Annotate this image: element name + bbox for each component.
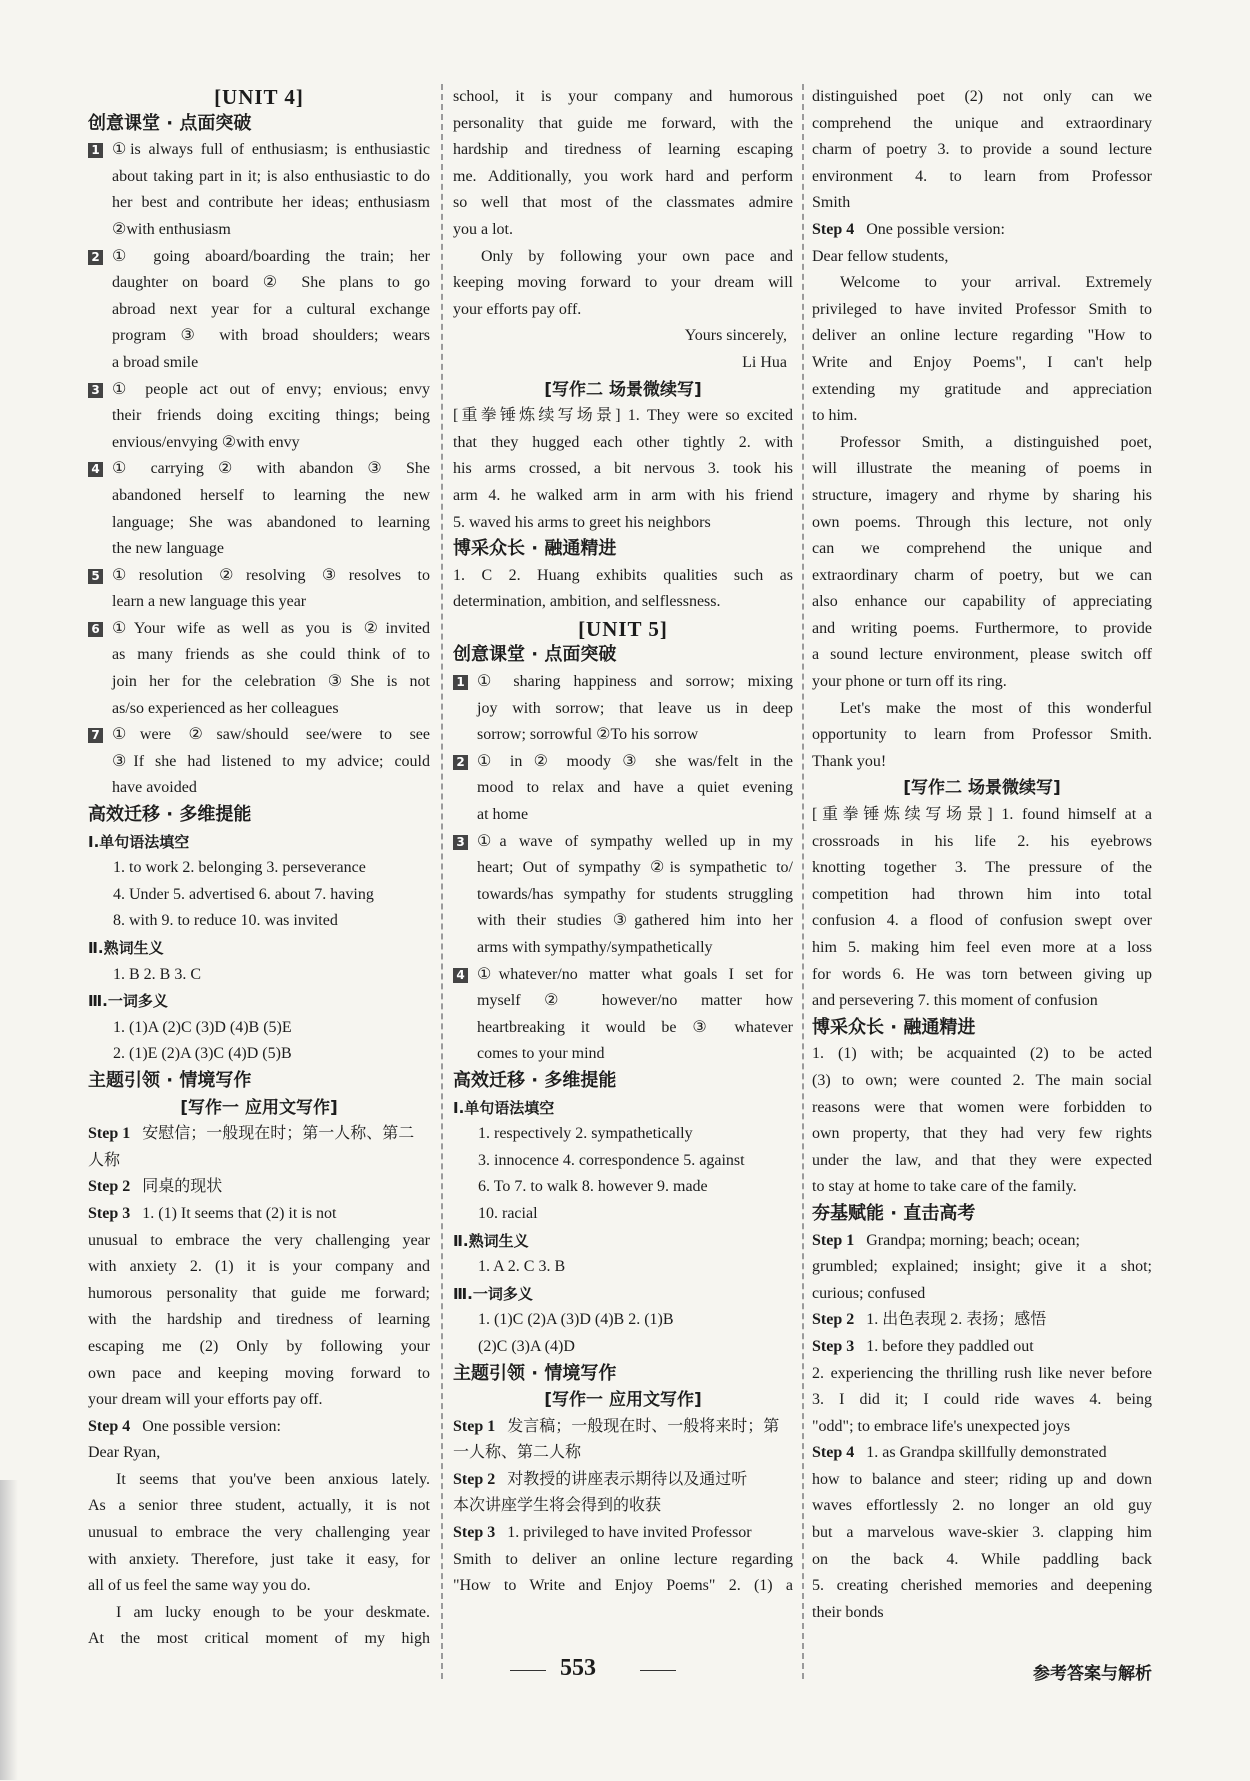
- answer-line: 6. To 7. to walk 8. however 9. made: [478, 1178, 708, 1196]
- writing-task-heading: [写作二 场景微续写]: [544, 379, 702, 400]
- answer-line: as many friends as she could think of to: [112, 646, 430, 664]
- answer-line: comes to your mind: [477, 1045, 605, 1063]
- paragraph-last-line: 人称: [88, 1151, 121, 1169]
- numbered-answer: [453, 962, 793, 1068]
- paragraph-last-line: Dear Ryan,: [88, 1444, 161, 1462]
- step-label: Step 3: [453, 1524, 496, 1542]
- item-number-badge: 5: [88, 569, 103, 584]
- paragraph-first-line: Welcome to your arrival. Extremely: [840, 274, 1152, 292]
- text-line: escaping me (2) Only by following your: [88, 1337, 430, 1355]
- paragraph-first-line: Professor Smith, a distinguished poet,: [840, 433, 1152, 451]
- paragraph-last-line: curious; confused: [812, 1284, 926, 1302]
- text-line: privileged to have invited Professor Smith to: [812, 300, 1152, 318]
- item-number-badge: 2: [88, 250, 103, 265]
- step-text: 对教授的讲座表示期待以及通过听: [507, 1470, 748, 1488]
- step-line: [812, 1228, 1152, 1255]
- step-line: [453, 1520, 793, 1547]
- paragraph-last-line: Smith: [812, 194, 851, 212]
- paragraph-last-line: you a lot.: [453, 220, 513, 238]
- section-heading: 高效迁移 · 多维提能: [88, 804, 252, 826]
- section-heading: 高效迁移 · 多维提能: [453, 1069, 617, 1091]
- column-divider: [802, 84, 804, 1679]
- text-line: for words 6. He was torn between giving up: [812, 965, 1152, 983]
- writing-task-heading: [写作一 应用文写作]: [544, 1390, 702, 1411]
- paragraph-first-line: Only by following your own pace and: [481, 247, 793, 265]
- text-line: with anxiety 2. (1) it is your company and: [88, 1258, 430, 1276]
- answer-line: towards/has sympathy for students struggling: [477, 885, 793, 903]
- text-line: "How to Write and Enjoy Poems" 2. (1) a: [453, 1577, 793, 1595]
- step-text: Grandpa; morning; beach; ocean;: [866, 1231, 1080, 1249]
- text-line: keeping moving forward to your dream will: [453, 274, 793, 292]
- subsection-heading: Ⅲ.一词多义: [88, 992, 168, 1011]
- text-line: that they hugged each other tightly 2. with: [453, 433, 793, 451]
- text-line: extraordinary charm of poetry, but we can: [812, 566, 1152, 584]
- paragraph-last-line: Dear fellow students,: [812, 247, 949, 265]
- signature-line: Yours sincerely,: [684, 327, 787, 345]
- text-line: Smith to deliver an online lecture regarding: [453, 1550, 793, 1568]
- text-line: 1. C 2. Huang exhibits qualities such as: [453, 566, 793, 584]
- answer-line: ① going aboard/boarding the train; her: [112, 247, 430, 265]
- step-label: Step 1: [812, 1231, 855, 1249]
- answer-line: ①were ②saw/should see/were to see: [112, 726, 430, 744]
- subsection-heading: Ⅰ.单句语法填空: [453, 1098, 555, 1117]
- step-label: Step 1: [453, 1417, 496, 1435]
- text-line: but a marvelous wave-skier 3. clapping him: [812, 1524, 1152, 1542]
- numbered-answer: [453, 829, 793, 962]
- step-line: [812, 217, 1152, 244]
- text-line: a sound lecture environment, please switch off: [812, 646, 1152, 664]
- paragraph-last-line: your efforts pay off.: [453, 300, 582, 318]
- step-line: [812, 1307, 1152, 1334]
- text-line: on the back 4. While paddling back: [812, 1550, 1152, 1568]
- text-line: knotting together 3. The pressure of the: [812, 859, 1152, 877]
- answer-line: 1. (1)C (2)A (3)D (4)B 2. (1)B: [478, 1311, 674, 1329]
- answer-line: 3. innocence 4. correspondence 5. against: [478, 1151, 745, 1169]
- text-line: Write and Enjoy Poems", I can't help: [812, 353, 1152, 371]
- step-label: Step 4: [812, 1444, 855, 1462]
- text-line: personality that guide me forward, with the: [453, 114, 793, 132]
- answer-line: (2)C (3)A (4)D: [478, 1337, 575, 1355]
- section-heading: 主题引领 · 情境写作: [88, 1069, 252, 1091]
- text-line: extending my gratitude and appreciation: [812, 380, 1152, 398]
- signature-line: Li Hua: [742, 353, 787, 371]
- paragraph-last-line: your dream will your efforts pay off.: [88, 1391, 323, 1409]
- item-number-badge: 4: [453, 968, 468, 983]
- item-number-badge: 7: [88, 728, 103, 743]
- step-line: [88, 1121, 430, 1148]
- paragraph-last-line: and persevering 7. this moment of confusion: [812, 992, 1098, 1010]
- text-line: with the hardship and tiredness of learning: [88, 1311, 430, 1329]
- text-line: 3. I did it; I could ride waves 4. being: [812, 1391, 1152, 1409]
- section-heading: 创意课堂 · 点面突破: [88, 112, 252, 134]
- answer-line: ②with enthusiasm: [112, 220, 231, 238]
- text-line: how to balance and steer; riding up and down: [812, 1470, 1152, 1488]
- answer-line: learn a new language this year: [112, 593, 307, 611]
- footer-title: 参考答案与解析: [1033, 1664, 1152, 1684]
- step-label: Step 1: [88, 1125, 131, 1143]
- step-line: [812, 1440, 1152, 1467]
- answer-line: daughter on board ② She plans to go: [112, 274, 430, 292]
- text-line: his arms crossed, a bit nervous 3. took his: [453, 460, 793, 478]
- answer-line: arms with sympathy/sympathetically: [477, 939, 713, 956]
- answer-line: ① sharing happiness and sorrow; mixing: [477, 673, 793, 691]
- text-line: structure, imagery and rhyme by sharing his: [812, 486, 1152, 504]
- text-line: confusion 4. a flood of confusion swept over: [812, 912, 1152, 930]
- paragraph-last-line: Thank you!: [812, 752, 887, 770]
- answer-line: language; She was abandoned to learning: [112, 513, 430, 531]
- item-number-badge: 1: [88, 143, 103, 158]
- numbered-answer: [88, 377, 430, 457]
- step-line: [812, 1334, 1152, 1361]
- step-text: 同桌的现状: [142, 1178, 223, 1196]
- answer-line: ①Your wife as well as you is ②invited: [112, 619, 430, 637]
- answer-line: ①a wave of sympathy welled up in my: [477, 832, 793, 850]
- numbered-answer: [88, 722, 430, 802]
- footer-dash: [510, 1670, 546, 1671]
- text-line: 5. creating cherished memories and deepening: [812, 1577, 1152, 1595]
- paragraph-last-line: 本次讲座学生将会得到的收获: [453, 1497, 662, 1515]
- text-line: can we comprehend the unique and: [812, 540, 1152, 558]
- answer-line: ①whatever/no matter what goals I set for: [477, 965, 793, 983]
- text-line: (3) to own; were counted 2. The main social: [812, 1071, 1152, 1089]
- answer-line: ③If she had listened to my advice; could: [112, 752, 430, 770]
- answer-line: 2. (1)E (2)A (3)C (4)D (5)B: [113, 1045, 292, 1063]
- column-left: [88, 84, 430, 1653]
- text-line: me. Additionally, you work hard and perform: [453, 167, 793, 185]
- paragraph-first-line: Let's make the most of this wonderful: [840, 699, 1152, 717]
- answer-line: ① carrying ② with abandon ③ She: [112, 460, 430, 478]
- text-line: also enhance our capability of appreciating: [812, 593, 1152, 611]
- numbered-answer: [88, 244, 430, 377]
- answer-line: 1. respectively 2. sympathetically: [478, 1125, 693, 1143]
- answer-line: heartbreaking it would be ③ whatever: [477, 1018, 793, 1036]
- answer-line: 10. racial: [478, 1204, 538, 1222]
- section-heading: 博采众长 · 融通精进: [812, 1016, 976, 1038]
- text-line: crossroads in his life 2. his eyebrows: [812, 832, 1152, 850]
- answer-line: 1. to work 2. belonging 3. perseverance: [113, 859, 366, 877]
- step-line: [88, 1414, 430, 1441]
- answer-line: the new language: [112, 540, 224, 558]
- answer-line: joy with sorrow; that leave us in deep: [477, 699, 793, 717]
- answer-line: program ③ with broad shoulders; wears: [112, 327, 430, 345]
- page-edge-shadow: [0, 1480, 18, 1780]
- step-label: Step 4: [88, 1417, 131, 1435]
- page-number: 553: [560, 1655, 596, 1681]
- paragraph-last-line: to stay at home to take care of the family.: [812, 1178, 1077, 1196]
- answer-line: heart; Out of sympathy ②is sympathetic to/: [477, 859, 793, 877]
- section-heading: 创意课堂 · 点面突破: [453, 644, 617, 666]
- numbered-answer: [88, 616, 430, 722]
- step-line: [88, 1174, 430, 1201]
- text-line: school, it is your company and humorous: [453, 88, 793, 105]
- column-right: [812, 84, 1152, 1626]
- text-line: hardship and tiredness of learning escaping: [453, 141, 793, 159]
- step-line: [453, 1467, 793, 1494]
- text-line: grumbled; explained; insight; give it a shot;: [812, 1258, 1152, 1276]
- section-heading: 夯基赋能 · 直击高考: [812, 1202, 976, 1224]
- answer-line: join her for the celebration ③She is not: [112, 673, 430, 691]
- section-heading: 主题引领 · 情境写作: [453, 1362, 617, 1384]
- text-line: reasons were that women were forbidden to: [812, 1098, 1152, 1116]
- answer-line: 1. (1)A (2)C (3)D (4)B (5)E: [113, 1018, 292, 1036]
- paragraph-last-line: their bonds: [812, 1603, 884, 1621]
- text-line: so well that most of the classmates admire: [453, 194, 793, 212]
- text-line: As a senior three student, actually, it is not: [88, 1497, 430, 1515]
- paragraph-last-line: all of us feel the same way you do.: [88, 1577, 311, 1595]
- subsection-heading: Ⅲ.一词多义: [453, 1284, 533, 1303]
- answer-line: 4. Under 5. advertised 6. about 7. having: [113, 885, 374, 903]
- writing-task-heading: [写作一 应用文写作]: [180, 1097, 338, 1118]
- answer-line: 1. A 2. C 3. B: [478, 1258, 566, 1276]
- item-number-badge: 3: [88, 383, 103, 398]
- step-text: 发言稿；一般现在时、一般将来时；第: [507, 1417, 780, 1435]
- text-line: under the law, and that they were expected: [812, 1151, 1152, 1169]
- text-line: environment 4. to learn from Professor: [812, 167, 1152, 185]
- text-line: opportunity to learn from Professor Smith.: [812, 726, 1152, 744]
- text-line: competition had thrown him into total: [812, 885, 1152, 903]
- paragraph-last-line: "odd"; to embrace life's unexpected joys: [812, 1417, 1071, 1435]
- step-text: 1. 出色表现 2. 表扬；感悟: [866, 1311, 1047, 1329]
- text-line: 2. experiencing the thrilling rush like never before: [812, 1364, 1152, 1382]
- item-number-badge: 1: [453, 675, 468, 690]
- text-line: waves effortlessly 2. no longer an old guy: [812, 1497, 1152, 1515]
- answer-line: their friends doing exciting things; being: [112, 407, 430, 425]
- step-label: Step 4: [812, 220, 855, 238]
- subsection-heading: Ⅱ.熟词生义: [453, 1231, 529, 1250]
- item-number-badge: 3: [453, 835, 468, 850]
- numbered-answer: [88, 563, 430, 616]
- footer-dash: [640, 1670, 676, 1671]
- paragraph-last-line: to him.: [812, 407, 858, 425]
- step-line: [453, 1414, 793, 1441]
- paragraph-last-line: 5. waved his arms to greet his neighbors: [453, 513, 711, 531]
- step-label: Step 3: [88, 1204, 131, 1222]
- step-text: 1. as Grandpa skillfully demonstrated: [866, 1444, 1107, 1462]
- step-text: 1. before they paddled out: [866, 1337, 1034, 1355]
- step-label: Step 3: [812, 1337, 855, 1355]
- answer-line: with their studies ③gathered him into her: [477, 912, 793, 930]
- item-number-badge: 4: [88, 462, 103, 477]
- text-line: will illustrate the meaning of poems in: [812, 460, 1152, 478]
- text-line: own pace and keeping moving forward to: [88, 1364, 430, 1382]
- unit-heading: [UNIT 5]: [578, 616, 668, 641]
- answer-line: envious/envying ②with envy: [112, 433, 300, 451]
- numbered-answer: [88, 137, 430, 243]
- item-number-badge: 2: [453, 755, 468, 770]
- column-middle: [453, 84, 793, 1600]
- answer-line: sorrow; sorrowful ②To his sorrow: [477, 726, 699, 744]
- subsection-heading: Ⅰ.单句语法填空: [88, 832, 190, 851]
- step-text: 安慰信；一般现在时；第一人称、第二: [142, 1125, 415, 1143]
- paragraph-last-line: 一人称、第二人称: [453, 1444, 582, 1462]
- text-line: unusual to embrace the very challenging year: [88, 1524, 430, 1542]
- text-line: At the most critical moment of my high: [88, 1630, 430, 1648]
- numbered-answer: [453, 669, 793, 749]
- text-line: arm 4. he walked arm in arm with his friend: [453, 486, 793, 504]
- text-line: him 5. making him feel even more at a loss: [812, 939, 1152, 956]
- answer-line: ① in ② moody ③ she was/felt in the: [477, 752, 793, 770]
- answer-line: 8. with 9. to reduce 10. was invited: [113, 912, 338, 930]
- answer-line: mood to relax and have a quiet evening: [477, 779, 793, 797]
- step-line: [88, 1201, 430, 1228]
- text-line: 1. (1) with; be acquainted (2) to be acted: [812, 1045, 1152, 1063]
- answer-line: have avoided: [112, 779, 197, 797]
- answer-line: about taking part in it; is also enthusiastic to do: [112, 167, 430, 185]
- answer-line: ①is always full of enthusiasm; is enthusiastic: [112, 141, 430, 159]
- step-text: 1. privileged to have invited Professor: [507, 1524, 752, 1542]
- numbered-answer: [453, 749, 793, 829]
- text-line: own poems. Through this lecture, not only: [812, 513, 1152, 531]
- text-line: own property, that they had very few rights: [812, 1125, 1152, 1143]
- text-line: [重拳锤炼续写场景] 1. found himself at a: [812, 806, 1152, 824]
- text-line: with anxiety. Therefore, just take it easy, for: [88, 1550, 430, 1568]
- answer-line: ① people act out of envy; envious; envy: [112, 380, 430, 398]
- step-text: One possible version:: [142, 1417, 281, 1435]
- text-line: distinguished poet (2) not only can we: [812, 88, 1152, 105]
- step-text: 1. (1) It seems that (2) it is not: [142, 1204, 337, 1222]
- text-line: humorous personality that guide me forward;: [88, 1284, 430, 1302]
- writing-task-heading: [写作二 场景微续写]: [903, 778, 1061, 799]
- step-text: One possible version:: [866, 220, 1005, 238]
- text-line: charm of poetry 3. to provide a sound lecture: [812, 141, 1152, 159]
- text-line: and writing poems. Furthermore, to provide: [812, 619, 1152, 637]
- answer-line: at home: [477, 806, 529, 824]
- paragraph-first-line: I am lucky enough to be your deskmate.: [116, 1603, 430, 1621]
- answer-line: as/so experienced as her colleagues: [112, 699, 339, 717]
- step-label: Step 2: [88, 1178, 131, 1196]
- answer-line: abroad next year for a cultural exchange: [112, 300, 430, 318]
- step-label: Step 2: [453, 1470, 496, 1488]
- answer-line: her best and contribute her ideas; enthusiasm: [112, 194, 430, 212]
- text-line: [重拳锤炼续写场景] 1. They were so excited: [453, 407, 793, 425]
- text-line: comprehend the unique and extraordinary: [812, 114, 1152, 132]
- answer-line: myself ② however/no matter how: [477, 992, 793, 1010]
- answer-line: abandoned herself to learning the new: [112, 486, 430, 504]
- paragraph-last-line: determination, ambition, and selflessness.: [453, 593, 721, 611]
- answer-line: a broad smile: [112, 353, 199, 371]
- answer-line: 1. B 2. B 3. C: [113, 965, 202, 983]
- paragraph-first-line: It seems that you've been anxious lately.: [116, 1470, 430, 1488]
- text-line: deliver an online lecture regarding "How to: [812, 327, 1152, 345]
- section-heading: 博采众长 · 融通精进: [453, 538, 617, 560]
- answer-line: ①resolution ②resolving ③resolves to: [112, 566, 430, 584]
- column-divider: [441, 84, 443, 1679]
- unit-heading: [UNIT 4]: [214, 85, 304, 109]
- text-line: unusual to embrace the very challenging year: [88, 1231, 430, 1249]
- numbered-answer: [88, 456, 430, 562]
- paragraph-last-line: your phone or turn off its ring.: [812, 673, 1007, 691]
- subsection-heading: Ⅱ.熟词生义: [88, 939, 164, 957]
- item-number-badge: 6: [88, 622, 103, 637]
- step-label: Step 2: [812, 1311, 855, 1329]
